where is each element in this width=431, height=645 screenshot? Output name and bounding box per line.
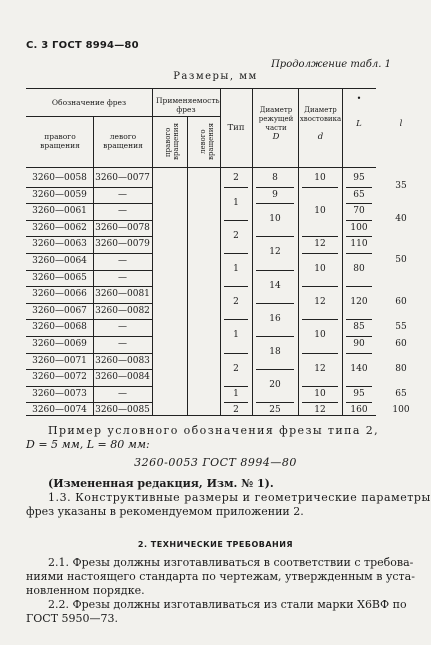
- L-cell: 120: [350, 297, 368, 308]
- d-cut-cell: 20: [269, 380, 281, 391]
- applicability-right-header: правого вращения: [164, 123, 180, 161]
- applicability-header: Применяемость фрез: [156, 96, 220, 114]
- right-rotation-header: правого вращения: [40, 132, 80, 150]
- para-1-3-line-1: 1.3. Конструктивные размеры и геометрические параметры: [48, 491, 431, 504]
- type-cell: 1: [233, 197, 239, 208]
- l-cell: 55: [395, 322, 407, 333]
- d-cut-cell: 9: [272, 189, 278, 200]
- col-rule-2: [152, 88, 153, 415]
- designation-right-cell: 3260—0074: [32, 405, 87, 416]
- d-shank-cell: 12: [314, 297, 326, 308]
- page-header: С. 3 ГОСТ 8994—80: [26, 40, 139, 51]
- designation-left-cell: —: [118, 272, 127, 283]
- type-cell: 1: [233, 330, 239, 341]
- L-cell: 85: [353, 322, 365, 333]
- designation-left-cell: —: [118, 256, 127, 266]
- L-cell: 140: [350, 363, 368, 374]
- L-cell: 100: [350, 222, 368, 233]
- d-shank-cell: 12: [314, 239, 326, 250]
- designation-left-cell: —: [118, 339, 127, 349]
- d-shank-cell: 12: [314, 363, 326, 374]
- l-cell: 100: [392, 405, 410, 416]
- revision-note: (Измененная редакция, Изм. № 1).: [48, 477, 274, 490]
- L-cell: 95: [353, 173, 365, 183]
- d-cut-cell: 12: [269, 247, 281, 258]
- designation-left-cell: —: [118, 322, 127, 333]
- l-cell: 60: [395, 339, 407, 349]
- designation-left-cell: 3260—0077: [95, 173, 150, 183]
- d-cut-cell: 8: [272, 173, 278, 183]
- designation-left-cell: 3260—0083: [95, 355, 150, 366]
- d-shank-cell: 10: [314, 173, 326, 183]
- L-cell: 95: [353, 388, 365, 399]
- header-mid-rule: [26, 116, 152, 117]
- designation-right-cell: 3260—0069: [32, 339, 87, 349]
- designation-left-cell: 3260—0085: [95, 405, 150, 416]
- designation-left-cell: 3260—0081: [95, 289, 150, 300]
- l-cell: 60: [395, 297, 407, 308]
- example-line-2: D = 5 мм, L = 80 мм:: [26, 438, 150, 451]
- type-cell: 1: [233, 388, 239, 399]
- col-rule-3: [187, 116, 188, 415]
- designation-right-cell: 3260—0065: [32, 272, 87, 283]
- table-top-rule: [26, 88, 376, 89]
- designation-left-cell: —: [118, 388, 127, 399]
- applicability-left-header: левого вращения: [199, 123, 215, 161]
- continuation-note: Продолжение табл. 1: [271, 59, 391, 70]
- L-cell: 80: [353, 264, 365, 274]
- type-cell: 2: [233, 405, 239, 416]
- l-cell: 50: [395, 255, 407, 266]
- left-rotation-header: левого вращения: [103, 132, 143, 150]
- l-header: l: [399, 119, 403, 129]
- L-cell: 110: [350, 239, 368, 250]
- d-cut-cell: 10: [269, 214, 281, 225]
- L-cell: 160: [350, 405, 368, 416]
- d-shank-header: Диаметр хвостовика: [299, 106, 342, 123]
- d-shank-symbol: d: [317, 132, 324, 142]
- type-cell: 1: [233, 264, 239, 274]
- example-line-1: Пример условного обозначения фрезы типа 2,: [48, 424, 379, 437]
- designation-right-cell: 3260—0058: [32, 173, 87, 183]
- type-cell: 2: [233, 230, 239, 241]
- d-cut-header: Диаметр режущей части: [258, 106, 294, 132]
- l-cell: 35: [395, 181, 407, 191]
- table-caption: Размеры, мм: [173, 71, 258, 82]
- para-2-1-line-2: ниями настоящего стандарта по чертежам, утвержденным в уста-: [26, 570, 415, 583]
- d-shank-cell: 10: [314, 205, 326, 216]
- d-shank-cell: 12: [314, 405, 326, 416]
- l-cell: 65: [395, 388, 407, 399]
- d-shank-cell: 10: [314, 330, 326, 341]
- designation-left-cell: —: [118, 189, 127, 200]
- para-2-2-line-1: 2.2. Фрезы должны изготавливаться из стали марки Х6ВФ по: [48, 598, 407, 611]
- d-cut-symbol: D: [272, 132, 280, 142]
- l-cell: 80: [395, 363, 407, 374]
- designation-left-cell: —: [118, 206, 127, 217]
- designation-left-cell: 3260—0078: [95, 222, 150, 233]
- designation-right-cell: 3260—0062: [32, 222, 87, 233]
- type-header: Тип: [227, 123, 245, 133]
- L-cell: 90: [353, 339, 365, 349]
- designation-left-cell: 3260—0084: [95, 372, 150, 383]
- example-designation: 3260-0053 ГОСТ 8994—80: [134, 456, 297, 469]
- designation-right-cell: 3260—0067: [32, 305, 87, 316]
- applicability-rule: [152, 116, 220, 117]
- designation-left-cell: 3260—0082: [95, 305, 150, 316]
- d-cut-cell: 14: [269, 280, 281, 291]
- designation-header: Обозначение фрез: [51, 98, 127, 107]
- section-title: 2. ТЕХНИЧЕСКИЕ ТРЕБОВАНИЯ: [137, 540, 294, 549]
- type-cell: 2: [233, 363, 239, 374]
- designation-right-cell: 3260—0063: [32, 239, 87, 250]
- para-1-3-line-2: фрез указаны в рекомендуемом приложении 2.: [26, 505, 304, 518]
- d-cut-cell: 16: [269, 313, 281, 324]
- designation-right-cell: 3260—0071: [32, 355, 87, 366]
- d-shank-cell: 10: [314, 264, 326, 274]
- designation-left-cell: 3260—0079: [95, 239, 150, 250]
- d-shank-cell: 10: [314, 388, 326, 399]
- designation-right-cell: 3260—0061: [32, 206, 87, 217]
- designation-right-cell: 3260—0064: [32, 256, 87, 266]
- L-mark: •: [356, 94, 362, 103]
- para-2-1-line-1: 2.1. Фрезы должны изготавливаться в соответствии с требова-: [48, 556, 414, 569]
- designation-right-cell: 3260—0059: [32, 189, 87, 200]
- designation-right-cell: 3260—0073: [32, 388, 87, 399]
- L-header: L: [356, 119, 362, 129]
- designation-right-cell: 3260—0068: [32, 322, 87, 333]
- l-cell: 40: [395, 214, 407, 225]
- L-cell: 65: [353, 189, 365, 200]
- header-bottom-rule: [26, 167, 376, 168]
- designation-right-cell: 3260—0066: [32, 289, 87, 300]
- d-cut-cell: 25: [269, 405, 281, 416]
- d-cut-cell: 18: [269, 347, 281, 357]
- type-cell: 2: [233, 297, 239, 308]
- para-2-1-line-3: новленном порядке.: [26, 584, 145, 597]
- para-2-2-line-2: ГОСТ 5950—73.: [26, 612, 119, 625]
- type-cell: 2: [233, 173, 239, 183]
- designation-right-cell: 3260—0072: [32, 372, 87, 383]
- L-cell: 70: [353, 206, 365, 217]
